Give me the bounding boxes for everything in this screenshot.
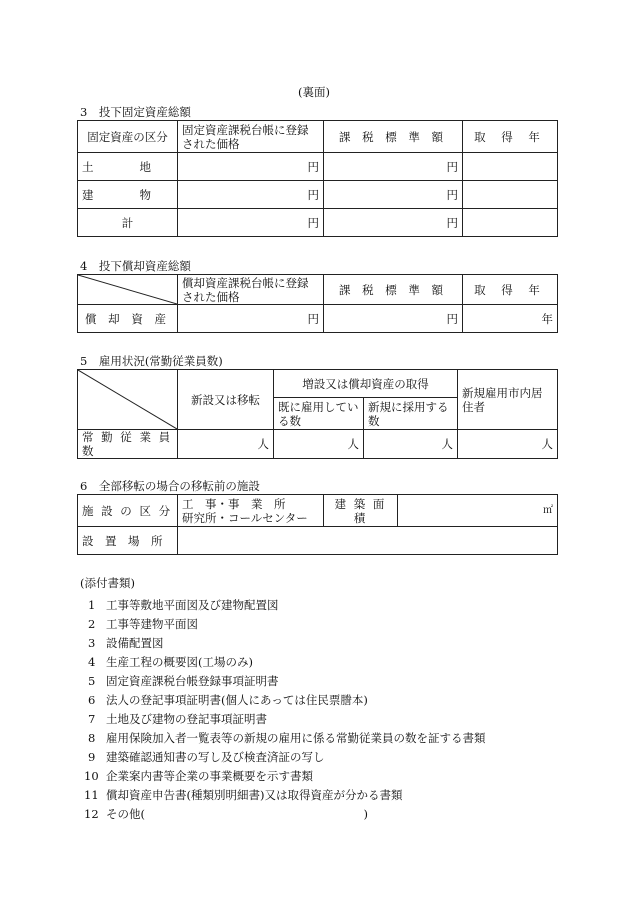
person-unit: 人 [178, 430, 274, 459]
acquisition-year-cell [463, 209, 558, 237]
attachment-num: 4 [88, 655, 96, 669]
section-3-heading: 3 投下固定資産総額 [80, 105, 191, 119]
attachment-text: その他( ) [106, 807, 368, 821]
attachment-num: 9 [88, 750, 96, 764]
attachment-item [88, 635, 164, 651]
yen-unit: 円 [324, 153, 463, 181]
yen-unit: 円 [324, 305, 463, 333]
attachment-text: 工事等敷地平面図及び建物配置図 [106, 598, 279, 612]
year-unit: 年 [463, 305, 558, 333]
facility-type-line-2: 研究所・コールセンター [182, 510, 308, 525]
attachment-item [84, 768, 313, 784]
person-unit: 人 [274, 430, 364, 459]
attachment-num: 11 [84, 788, 99, 802]
col-tax-base: 課 税 標 準 額 [324, 121, 463, 153]
attachment-num: 5 [88, 674, 96, 688]
depreciable-asset-table [77, 274, 558, 333]
attachment-item [88, 673, 279, 689]
yen-unit: 円 [178, 181, 324, 209]
attachment-text: 雇用保険加入者一覧表等の新規の雇用に係る常勤従業員の数を証する書類 [106, 731, 486, 745]
col-registered-price: 固定資産課税台帳に登録された価格 [178, 121, 324, 153]
attachment-num: 3 [88, 636, 96, 650]
attachment-item [88, 597, 279, 613]
row-label-total: 計 [78, 209, 178, 237]
col-expansion: 増設又は償却資産の取得 [274, 370, 458, 398]
attachment-item [88, 616, 198, 632]
attachment-item [88, 711, 267, 727]
row-label-depreciable-asset: 償 却 資 産 [78, 305, 178, 333]
yen-unit: 円 [324, 209, 463, 237]
prior-facility-table [77, 494, 558, 555]
col-new-hires: 新規に採用する数 [364, 398, 458, 430]
attachment-num: 7 [88, 712, 96, 726]
label-facility-type: 施 設 の 区 分 [78, 495, 178, 527]
diagonal-header-cell [78, 275, 178, 305]
attachments-heading: (添付書類) [80, 576, 135, 590]
label-location: 設 置 場 所 [78, 527, 178, 555]
attachment-text: 建築確認通知書の写し及び検査済証の写し [106, 750, 325, 764]
attachment-text: 企業案内書等企業の事業概要を示す書類 [106, 769, 313, 783]
section-6-heading: 6 全部移転の場合の移転前の施設 [80, 479, 260, 493]
col-acquisition-year: 取 得 年 [463, 121, 558, 153]
row-label-land: 土 地 [78, 153, 178, 181]
attachment-text: 土地及び建物の登記事項証明書 [106, 712, 267, 726]
attachment-num: 1 [88, 598, 96, 612]
attachment-num: 6 [88, 693, 96, 707]
attachment-num: 2 [88, 617, 96, 631]
col-acquisition-year: 取 得 年 [463, 275, 558, 305]
person-unit: 人 [458, 430, 558, 459]
attachment-text: 設備配置図 [106, 636, 164, 650]
attachment-text: 法人の登記事項証明書(個人にあっては住民票謄本) [106, 693, 368, 707]
attachment-item [88, 730, 486, 746]
row-label-fulltime-employees: 常 勤 従 業 員 数 [78, 430, 178, 459]
acquisition-year-cell [463, 153, 558, 181]
section-4-heading: 4 投下償却資産総額 [80, 259, 191, 273]
yen-unit: 円 [178, 209, 324, 237]
acquisition-year-cell [463, 181, 558, 209]
attachment-item [84, 806, 368, 822]
label-building-area: 建 築 面 積 [324, 495, 398, 527]
attachment-item [88, 654, 253, 670]
col-existing-employees: 既に雇用している数 [274, 398, 364, 430]
person-unit: 人 [364, 430, 458, 459]
attachment-text: 固定資産課税台帳登録事項証明書 [106, 674, 279, 688]
yen-unit: 円 [178, 153, 324, 181]
diagonal-header-cell [78, 370, 178, 430]
attachment-num: 12 [84, 807, 99, 821]
yen-unit: 円 [324, 181, 463, 209]
yen-unit: 円 [178, 305, 324, 333]
col-asset-category: 固定資産の区分 [78, 121, 178, 153]
fixed-asset-table [77, 120, 558, 237]
attachment-text: 生産工程の概要図(工場のみ) [106, 655, 253, 669]
facility-type-line-1: 工 事・事 業 所 [182, 496, 286, 511]
attachment-item [88, 749, 325, 765]
col-tax-base: 課 税 標 準 額 [324, 275, 463, 305]
col-new-or-relocation: 新設又は移転 [178, 370, 274, 430]
attachment-num: 8 [88, 731, 96, 745]
attachment-text: 工事等建物平面図 [106, 617, 198, 631]
section-5-heading: 5 雇用状況(常勤従業員数) [80, 354, 223, 368]
col-city-resident: 新規雇用市内居住者 [458, 370, 558, 430]
col-registered-price: 償却資産課税台帳に登録された価格 [178, 275, 324, 305]
attachment-num: 10 [84, 769, 99, 783]
attachment-item [88, 692, 368, 708]
attachment-text: 償却資産申告書(種類別明細書)又は取得資産が分かる書類 [106, 788, 403, 802]
area-unit: ㎡ [398, 495, 558, 527]
page-title: (裏面) [298, 85, 330, 99]
employment-table [77, 369, 558, 459]
row-label-building: 建 物 [78, 181, 178, 209]
facility-type-options [178, 495, 324, 527]
attachment-item [84, 787, 402, 803]
location-value [178, 527, 558, 555]
